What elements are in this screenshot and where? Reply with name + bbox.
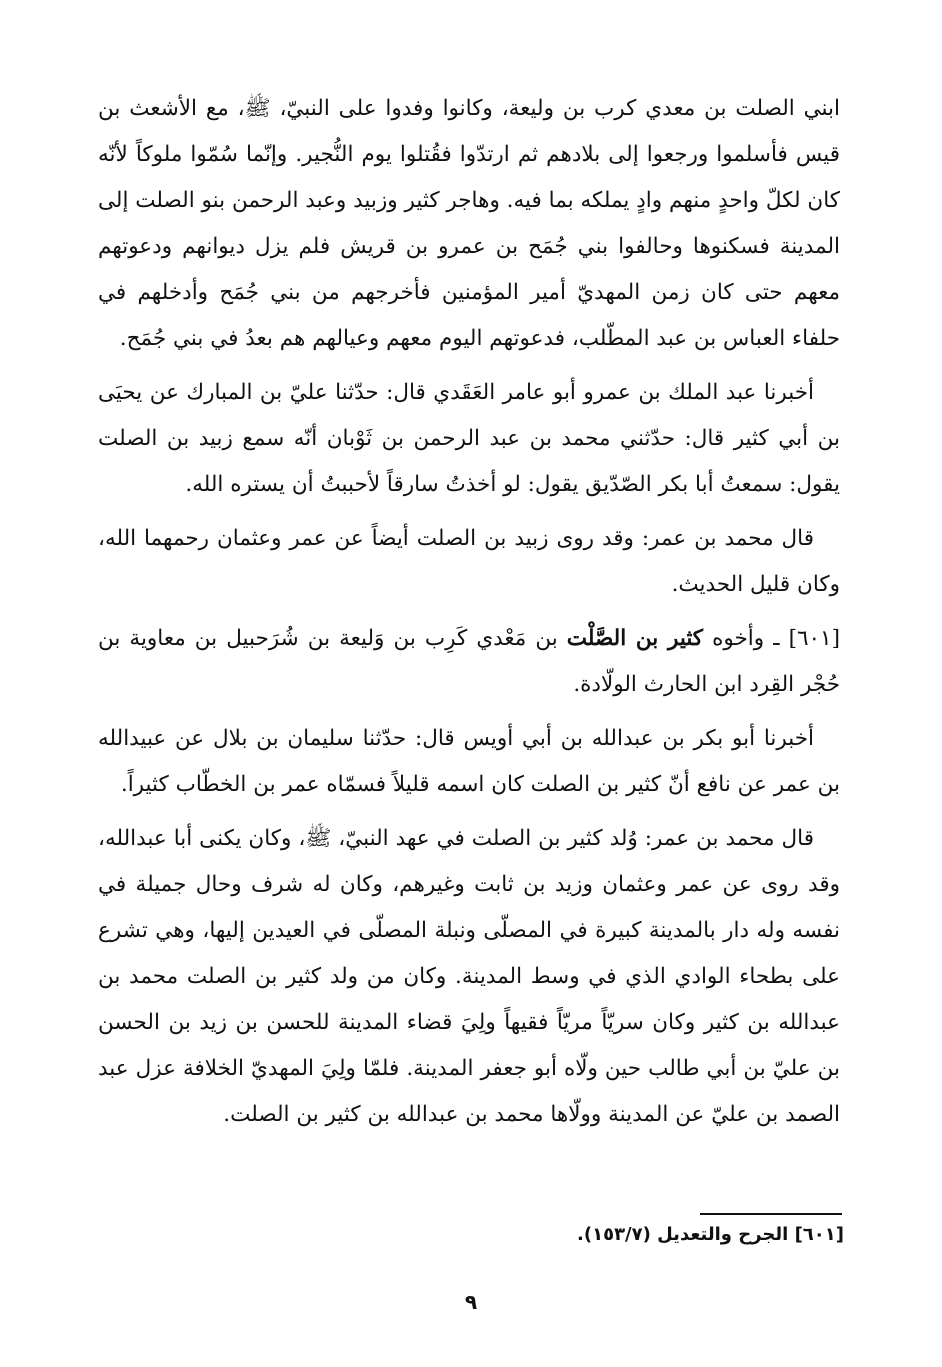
paragraph-4: أخبرنا أبو بكر بن عبدالله بن أبي أويس قال: حدّثنا سليمان بن بلال عن عبيدالله بن عمر عن نافع أنّ كثير بن الصلت كان اسمه قليلاً فسمّاه عمر بن الخطّاب كثيراً. bbox=[98, 726, 840, 797]
paragraph-1: ابني الصلت بن معدي كرب بن وليعة، وكانوا وفدوا على النبيّ، ﷺ، مع الأشعث بن قيس فأسلموا ورجعوا إلى بلادهم ثم ارتدّوا فقُتلوا يوم النُّجير. وإنّما سُمّوا ملوكاً لأنّه كان لكلّ واحدٍ منهم وادٍ يملكه بما فيه. وهاجر كثير وزبيد وعبد الرحمن بنو الصلت إلى المدينة فسكنوها وحالفوا بني جُمَح بن عمرو بن قريش فلم يزل ديوانهم ودعوتهم معهم حتى كان زمن المهديّ أمير المؤمنين فأخرجهم من بني جُمَح وأدخلهم في حلفاء العباس بن عبد المطّلب، فدعوتهم اليوم معهم وعيالهم هم بعدُ في بني جُمَح. bbox=[98, 96, 840, 351]
footnote-divider bbox=[700, 1213, 842, 1215]
entry-name: كثير بن الصَّلْت bbox=[566, 626, 704, 651]
paragraph-5: قال محمد بن عمر: وُلد كثير بن الصلت في عهد النبيّ، ﷺ، وكان يكنى أبا عبدالله، وقد روى عن عمر وعثمان وزيد بن ثابت وغيرهم، وكان له شرف وحال جميلة في نفسه وله دار بالمدينة كبيرة في المصلّى ونبلة المصلّى في العيدين إليها، وهي تشرع على بطحاء الوادي الذي في وسط المدينة. وكان من ولد كثير بن الصلت محمد بن عبدالله بن كثير وكان سريّاً مريّاً فقيهاً ولِيَ قضاء المدينة للحسن بن زيد بن الحسن بن عليّ بن أبي طالب حين ولّاه أبو جعفر المدينة. فلمّا ولِيَ المهديّ الخلافة عزل عبد الصمد بن عليّ عن المدينة وولّاها محمد بن عبدالله بن كثير بن الصلت. bbox=[98, 826, 840, 1127]
paragraph-2: أخبرنا عبد الملك بن عمرو أبو عامر العَقَدي قال: حدّثنا عليّ بن المبارك عن يحيَى بن أبي كثير قال: حدّثني محمد بن عبد الرحمن بن ثَوْبان أنّه سمع زبيد بن الصلت يقول: سمعتُ أبا بكر الصّدّيق يقول: لو أخذتُ سارقاً لأحببتُ أن يستره الله. bbox=[98, 380, 840, 497]
biography-entry bbox=[98, 616, 840, 708]
entry-lineage: بن مَعْدي كَرِب بن وَليعة بن شُرَحبيل بن معاوية بن حُجْر القِرد ابن الحارث الولّادة. bbox=[98, 626, 840, 697]
entry-lead: ـ وأخوه bbox=[703, 626, 789, 651]
paragraph-3: قال محمد بن عمر: وقد روى زبيد بن الصلت أيضاً عن عمر وعثمان رحمهما الله، وكان قليل الحديث. bbox=[98, 526, 840, 597]
entry-number: [٦٠١] bbox=[788, 626, 840, 651]
page-body bbox=[98, 86, 840, 1146]
footnote: [٦٠١] الجرح والتعديل (١٥٣/٧). bbox=[577, 1224, 844, 1245]
page-number: ٩ bbox=[464, 1290, 478, 1314]
